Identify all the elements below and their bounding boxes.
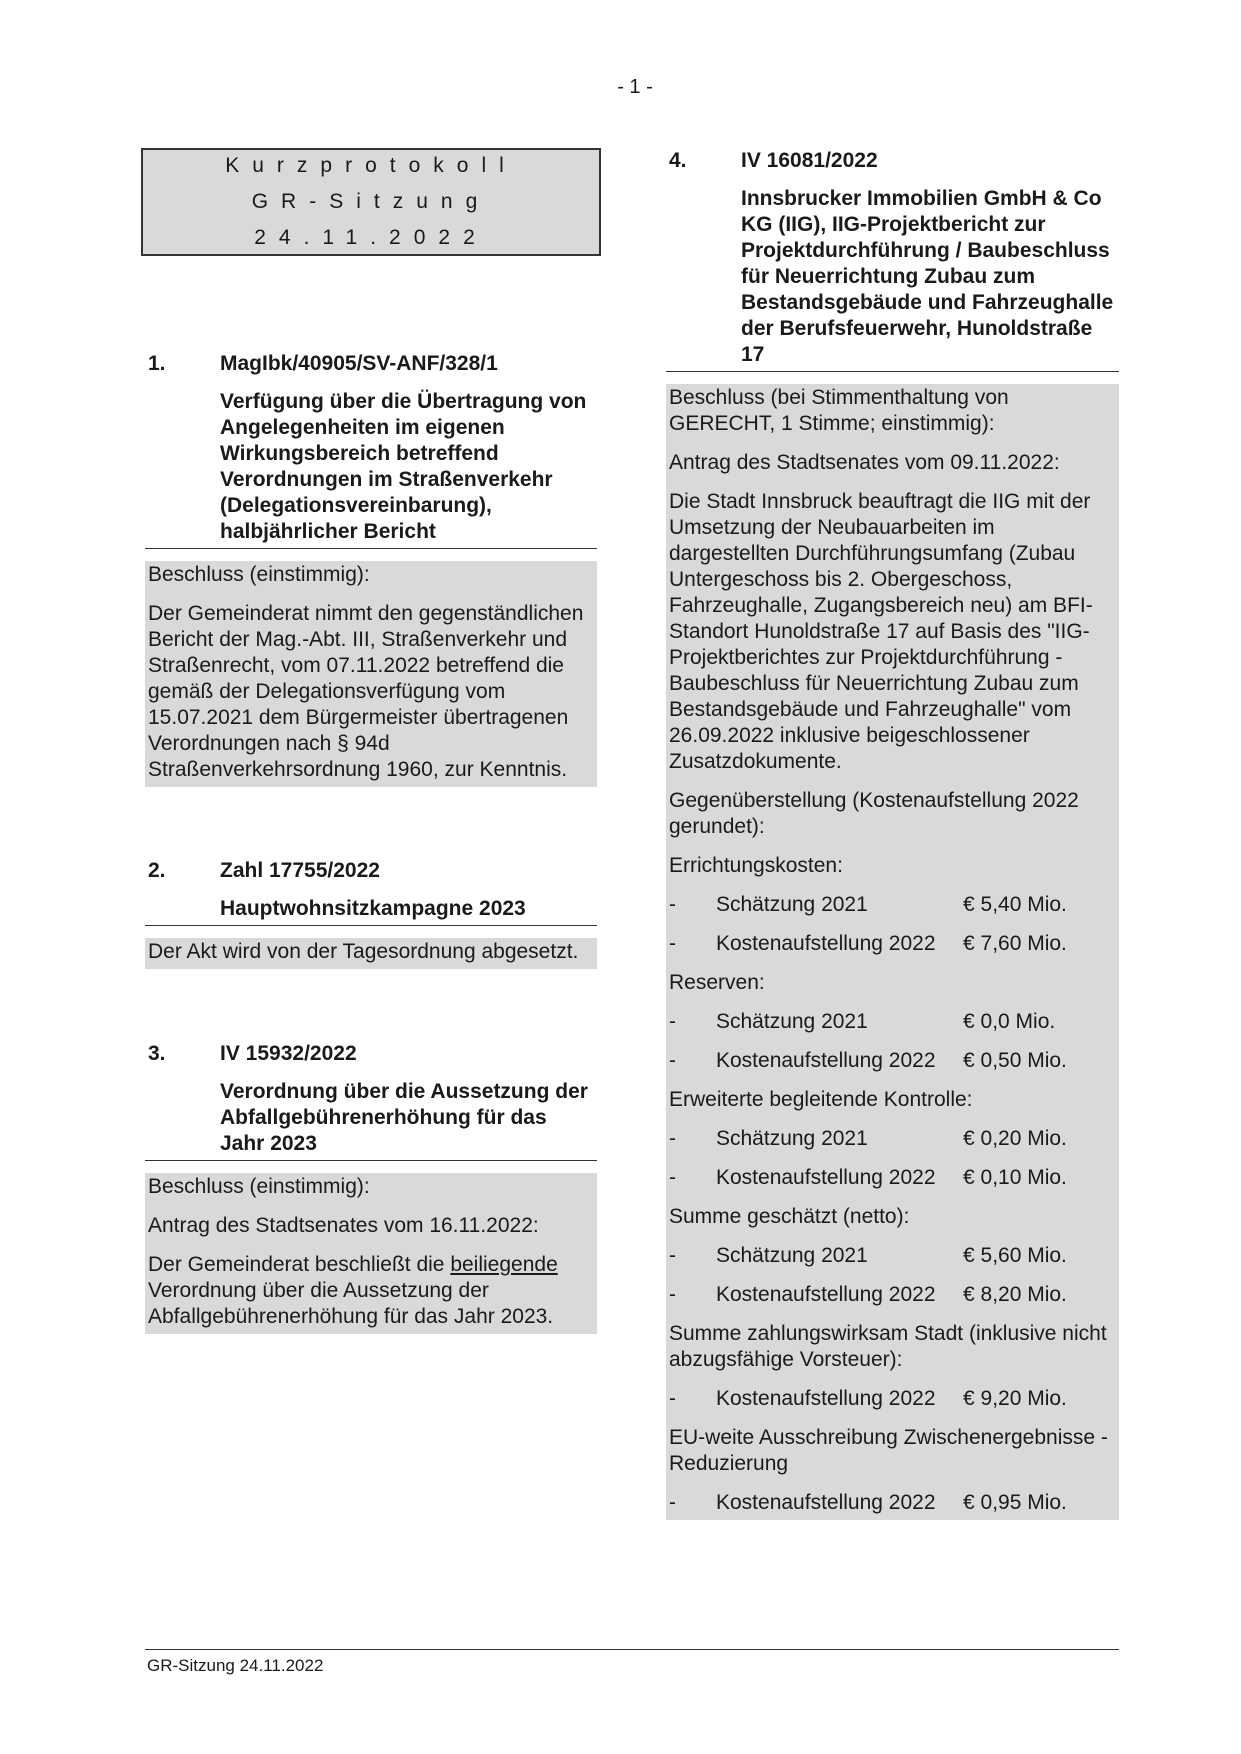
cost-label: Kostenaufstellung 2022 [716, 1049, 936, 1072]
cost-group-heading: Errichtungskosten: [669, 854, 843, 877]
cost-dash: - [669, 932, 676, 955]
cost-group-heading: Summe geschätzt (netto): [669, 1205, 910, 1228]
agenda-item-1 [145, 351, 597, 787]
cost-row [669, 1490, 1116, 1516]
cost-amount: € 0,20 Mio. [963, 1127, 1067, 1150]
divider [666, 371, 1119, 372]
item-zahl: Zahl 17755/2022 [220, 859, 380, 882]
divider [145, 1160, 597, 1161]
cost-amount: € 0,0 Mio. [963, 1010, 1056, 1033]
cost-dash: - [669, 1010, 676, 1033]
decision-block [145, 561, 597, 787]
agenda-item-2 [145, 858, 597, 969]
decision-text: Der Gemeinderat beschließt die beiliegende Verordnung über die Aussetzung der Abfallgebührenerhöhung für das Jahr 2023. [148, 1253, 558, 1328]
item-number: 2. [148, 859, 166, 882]
item-zahl: MagIbk/40905/SV-ANF/328/1 [220, 352, 498, 375]
decision-block [666, 384, 1119, 1520]
item-title: Verfügung über die Übertragung von Angelegenheiten im eigenen Wirkungsbereich betreffend Verordnungen im Straßenverkehr (Delegationsvereinbarung), halbjährlicher Bericht [220, 390, 587, 543]
title-line-gr-sitzung: GR-Sitzung [251, 190, 491, 213]
cost-amount: € 0,50 Mio. [963, 1049, 1067, 1072]
agenda-item-4 [666, 148, 1119, 1520]
item-number: 4. [669, 149, 687, 172]
cost-label: Kostenaufstellung 2022 [716, 1283, 936, 1306]
cost-label: Schätzung 2021 [716, 893, 868, 916]
decision-block [145, 938, 597, 969]
decision-text: Der Akt wird von der Tagesordnung abgesetzt. [148, 940, 579, 963]
cost-label: Schätzung 2021 [716, 1010, 868, 1033]
cost-row [669, 892, 1116, 918]
item-zahl: IV 16081/2022 [741, 149, 878, 172]
antrag-text: Antrag des Stadtsenates vom 09.11.2022: [669, 451, 1060, 474]
cost-group-heading: Erweiterte begleitende Kontrolle: [669, 1088, 973, 1111]
title-box [141, 148, 601, 256]
cost-row [669, 1126, 1116, 1152]
decision-label: Beschluss (einstimmig): [148, 563, 370, 586]
cost-label: Kostenaufstellung 2022 [716, 1166, 936, 1189]
cost-row [669, 1048, 1116, 1074]
agenda-item-3 [145, 1041, 597, 1334]
item-zahl: IV 15932/2022 [220, 1042, 357, 1065]
item-number: 1. [148, 352, 166, 375]
cost-group-heading: Reserven: [669, 971, 765, 994]
cost-row [669, 1243, 1116, 1269]
footer-divider [145, 1649, 1119, 1650]
cost-dash: - [669, 1244, 676, 1267]
cost-dash: - [669, 1127, 676, 1150]
item-number: 3. [148, 1042, 166, 1065]
cost-amount: € 5,40 Mio. [963, 893, 1067, 916]
cost-label: Kostenaufstellung 2022 [716, 932, 936, 955]
comparison-label: Gegenüberstellung (Kostenaufstellung 2022 gerundet): [669, 789, 1079, 838]
cost-label: Schätzung 2021 [716, 1127, 868, 1150]
decision-label: Beschluss (einstimmig): [148, 1175, 370, 1198]
cost-amount: € 0,95 Mio. [963, 1491, 1067, 1514]
cost-dash: - [669, 1049, 676, 1072]
cost-row [669, 1386, 1116, 1412]
cost-group-heading: Summe zahlungswirksam Stadt (inklusive nicht abzugsfähige Vorsteuer): [669, 1322, 1107, 1371]
decision-text: Der Gemeinderat nimmt den gegenständlichen Bericht der Mag.-Abt. III, Straßenverkehr und Straßenrecht, vom 07.11.2022 betreffend die gemäß der Delegationsverfügung vom 15.07.2021 dem Bürgermeister übertragenen Verordnungen nach § 94d Straßenverkehrsordnung 1960, zur Kenntnis. [148, 602, 584, 781]
cost-row [669, 1165, 1116, 1191]
cost-row [669, 1009, 1116, 1035]
item-title: Verordnung über die Aussetzung der Abfallgebührenerhöhung für das Jahr 2023 [220, 1080, 588, 1155]
antrag-text: Antrag des Stadtsenates vom 16.11.2022: [148, 1214, 539, 1237]
title-line-date: 24.11.2022 [254, 226, 488, 249]
cost-dash: - [669, 893, 676, 916]
page-number: - 1 - [617, 76, 653, 98]
item-title: Innsbrucker Immobilien GmbH & Co KG (IIG), IIG-Projektbericht zur Projektdurchführung / Baubeschluss für Neuerrichtung Zubau zum Bestandsgebäude und Fahrzeughalle der Berufsfeuerwehr, Hunoldstraße 17 [741, 187, 1114, 366]
cost-dash: - [669, 1387, 676, 1410]
divider [145, 548, 597, 549]
divider [145, 925, 597, 926]
cost-label: Schätzung 2021 [716, 1244, 868, 1267]
cost-label: Kostenaufstellung 2022 [716, 1491, 936, 1514]
cost-dash: - [669, 1491, 676, 1514]
cost-amount: € 9,20 Mio. [963, 1387, 1067, 1410]
decision-label: Beschluss (bei Stimmenthaltung von GERECHT, 1 Stimme; einstimmig): [669, 386, 1009, 435]
footer-text: GR-Sitzung 24.11.2022 [147, 1656, 324, 1675]
cost-amount: € 5,60 Mio. [963, 1244, 1067, 1267]
title-line-kurzprotokoll: Kurzprotokoll [225, 154, 517, 177]
item-title: Hauptwohnsitzkampagne 2023 [220, 897, 526, 920]
cost-amount: € 0,10 Mio. [963, 1166, 1067, 1189]
cost-dash: - [669, 1166, 676, 1189]
cost-dash: - [669, 1283, 676, 1306]
cost-row [669, 931, 1116, 957]
cost-group-heading: EU-weite Ausschreibung Zwischenergebnisse - Reduzierung [669, 1426, 1108, 1475]
cost-amount: € 8,20 Mio. [963, 1283, 1067, 1306]
beiliegende-link: beiliegende [450, 1253, 558, 1276]
cost-label: Kostenaufstellung 2022 [716, 1387, 936, 1410]
cost-amount: € 7,60 Mio. [963, 932, 1067, 955]
cost-row [669, 1282, 1116, 1308]
cost-comparison [669, 853, 1116, 1516]
decision-block [145, 1173, 597, 1334]
decision-text: Die Stadt Innsbruck beauftragt die IIG mit der Umsetzung der Neubauarbeiten im dargestellten Durchführungsumfang (Zubau Untergeschoss bis 2. Obergeschoss, Fahrzeughalle, Zugangsbereich neu) am BFI-Standort Hunoldstraße 17 auf Basis des "IIG-Projektberichtes zur Projektdurchführung - Baubeschluss für Neuerrichtung Zubau zum Bestandsgebäude und Fahrzeughalle" vom 26.09.2022 inklusive beigeschlossener Zusatzdokumente. [669, 490, 1093, 773]
